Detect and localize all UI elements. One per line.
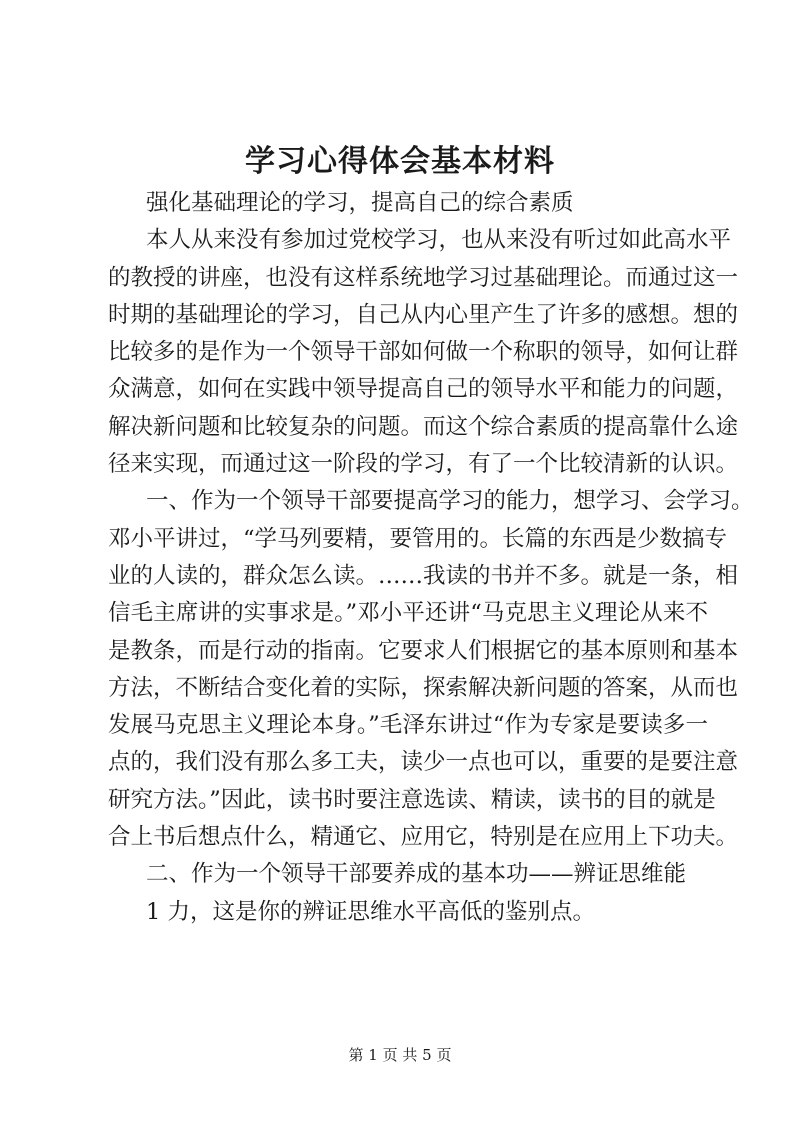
paragraph-line: 众满意，如何在实践中领导提高自己的领导水平和能力的问题，	[108, 376, 739, 403]
paragraph-line: 1 力，这是你的辨证思维水平高低的鉴别点。	[146, 898, 595, 925]
paragraph-line: 的教授的讲座，也没有这样系统地学习过基础理论。而通过这一	[108, 264, 739, 291]
paragraph-line: 方法，不断结合变化着的实际，探索解决新问题的答案，从而也	[108, 674, 739, 701]
document-title: 学习心得体会基本材料	[245, 144, 555, 179]
paragraph-line: 时期的基础理论的学习，自己从内心里产生了许多的感想。想的	[108, 301, 739, 328]
paragraph-line: 一、作为一个领导干部要提高学习的能力，想学习、会学习。	[146, 488, 754, 515]
paragraph-line: 解决新问题和比较复杂的问题。而这个综合素质的提高靠什么途	[108, 413, 739, 440]
paragraph-line: 比较多的是作为一个领导干部如何做一个称职的领导，如何让群	[108, 339, 739, 366]
subtitle-line: 强化基础理论的学习，提高自己的综合素质	[146, 190, 574, 216]
paragraph-line: 信毛主席讲的实事求是。”邓小平还讲“马克思主义理论从来不	[108, 600, 708, 627]
paragraph-line: 发展马克思主义理论本身。”毛泽东讲过“作为专家是要读多一	[108, 712, 708, 739]
page-number-footer: 第 1 页 共 5 页	[348, 1046, 452, 1064]
paragraph-line: 邓小平讲过，“学马列要精，要管用的。长篇的东西是少数搞专	[108, 525, 728, 552]
document-body	[108, 185, 754, 931]
paragraph-line: 业的人读的，群众怎么读。……我读的书并不多。就是一条，相	[108, 562, 739, 589]
paragraph-line: 合上书后想点什么，精通它、应用它，特别是在应用上下功夫。	[108, 824, 739, 851]
paragraph-line: 二、作为一个领导干部要养成的基本功——辨证思维能	[146, 861, 687, 888]
paragraph-line: 点的，我们没有那么多工夫，读少一点也可以，重要的是要注意	[108, 749, 739, 776]
paragraph-line: 径来实现，而通过这一阶段的学习，有了一个比较清新的认识。	[108, 451, 739, 478]
paragraph-line: 是教条，而是行动的指南。它要求人们根据它的基本原则和基本	[108, 637, 739, 664]
paragraph-line: 研究方法。”因此，读书时要注意选读、精读，读书的目的就是	[108, 786, 716, 813]
paragraph-line: 本人从来没有参加过党校学习，也从来没有听过如此高水平	[146, 227, 732, 254]
